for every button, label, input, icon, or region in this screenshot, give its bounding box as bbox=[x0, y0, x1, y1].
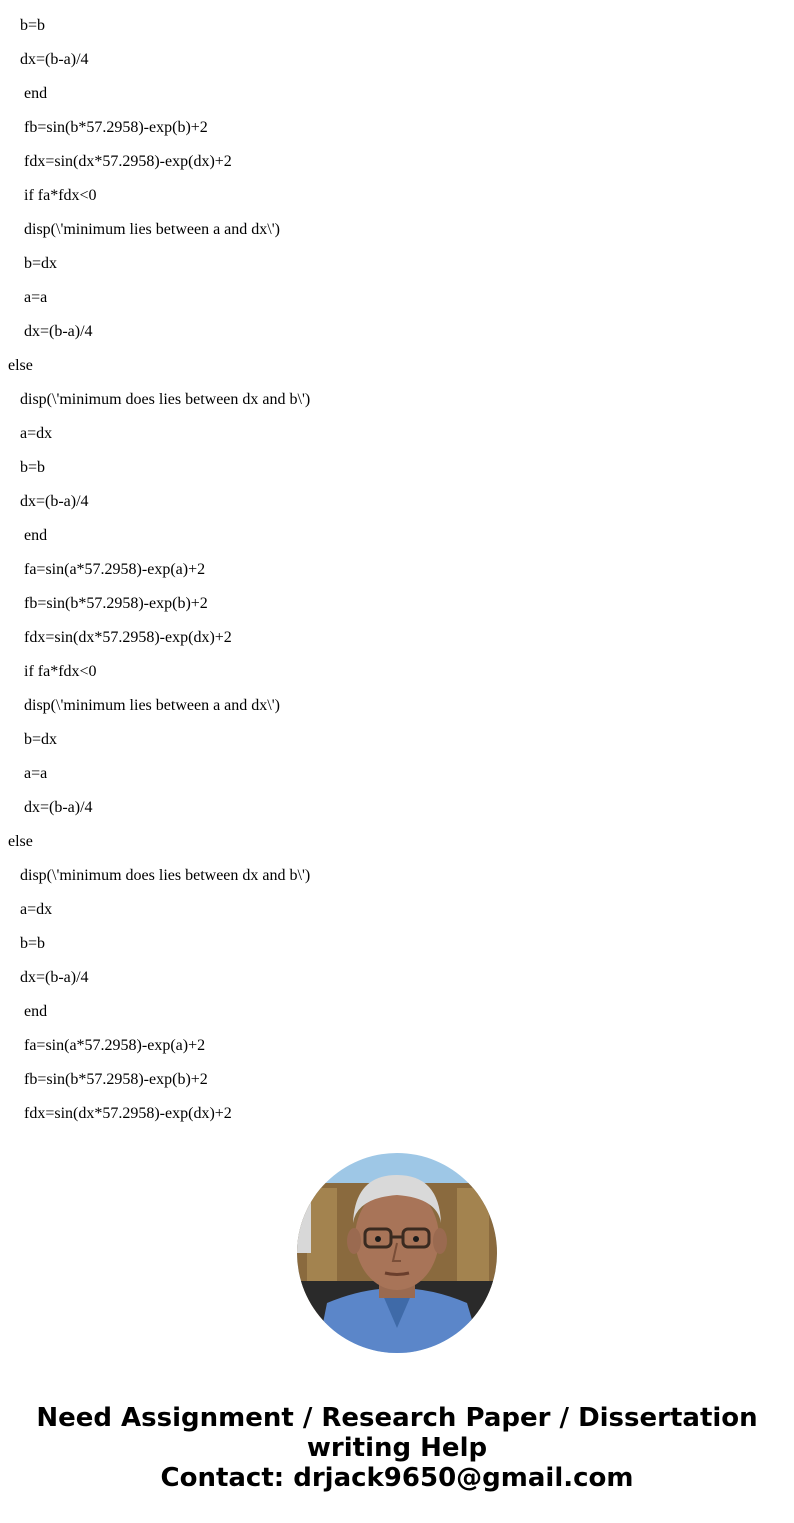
code-line: b=dx bbox=[8, 731, 58, 748]
code-line: a=a bbox=[8, 289, 48, 306]
footer-line-3: Contact: drjack9650@gmail.com bbox=[160, 1463, 634, 1493]
code-line: disp(\'minimum does lies between dx and b\') bbox=[8, 867, 311, 884]
code-line: dx=(b-a)/4 bbox=[8, 969, 89, 986]
code-line: fb=sin(b*57.2958)-exp(b)+2 bbox=[8, 595, 208, 612]
code-line: a=dx bbox=[8, 425, 53, 442]
code-line: fb=sin(b*57.2958)-exp(b)+2 bbox=[8, 1071, 208, 1088]
code-line: dx=(b-a)/4 bbox=[8, 51, 89, 68]
code-line: b=dx bbox=[8, 255, 58, 272]
code-line: dx=(b-a)/4 bbox=[8, 323, 93, 340]
code-line: end bbox=[8, 527, 48, 544]
author-photo bbox=[297, 1153, 497, 1353]
code-line: fa=sin(a*57.2958)-exp(a)+2 bbox=[8, 1037, 206, 1054]
code-line: b=b bbox=[8, 17, 46, 34]
code-line: end bbox=[8, 1003, 48, 1020]
code-line: fb=sin(b*57.2958)-exp(b)+2 bbox=[8, 119, 208, 136]
code-line: a=dx bbox=[8, 901, 53, 918]
code-line: disp(\'minimum does lies between dx and b\') bbox=[8, 391, 311, 408]
author-avatar bbox=[297, 1153, 497, 1353]
code-line: dx=(b-a)/4 bbox=[8, 493, 89, 510]
code-line: else bbox=[8, 357, 33, 374]
code-line: end bbox=[8, 85, 48, 102]
code-line: fdx=sin(dx*57.2958)-exp(dx)+2 bbox=[8, 1105, 232, 1122]
code-line: a=a bbox=[8, 765, 48, 782]
code-line: fdx=sin(dx*57.2958)-exp(dx)+2 bbox=[8, 629, 232, 646]
footer-line-1: Need Assignment / Research Paper / Dissertation bbox=[36, 1403, 758, 1433]
code-line: fdx=sin(dx*57.2958)-exp(dx)+2 bbox=[8, 153, 232, 170]
code-line: if fa*fdx<0 bbox=[8, 663, 97, 680]
footer-line-2: writing Help bbox=[306, 1433, 488, 1463]
code-line: b=b bbox=[8, 935, 46, 952]
code-line: if fa*fdx<0 bbox=[8, 187, 97, 204]
code-line: dx=(b-a)/4 bbox=[8, 799, 93, 816]
code-line: else bbox=[8, 833, 33, 850]
footer-contact bbox=[0, 1403, 794, 1493]
code-line: disp(\'minimum lies between a and dx\') bbox=[8, 697, 280, 714]
code-line: b=b bbox=[8, 459, 46, 476]
code-line: fa=sin(a*57.2958)-exp(a)+2 bbox=[8, 561, 206, 578]
code-line: disp(\'minimum lies between a and dx\') bbox=[8, 221, 280, 238]
